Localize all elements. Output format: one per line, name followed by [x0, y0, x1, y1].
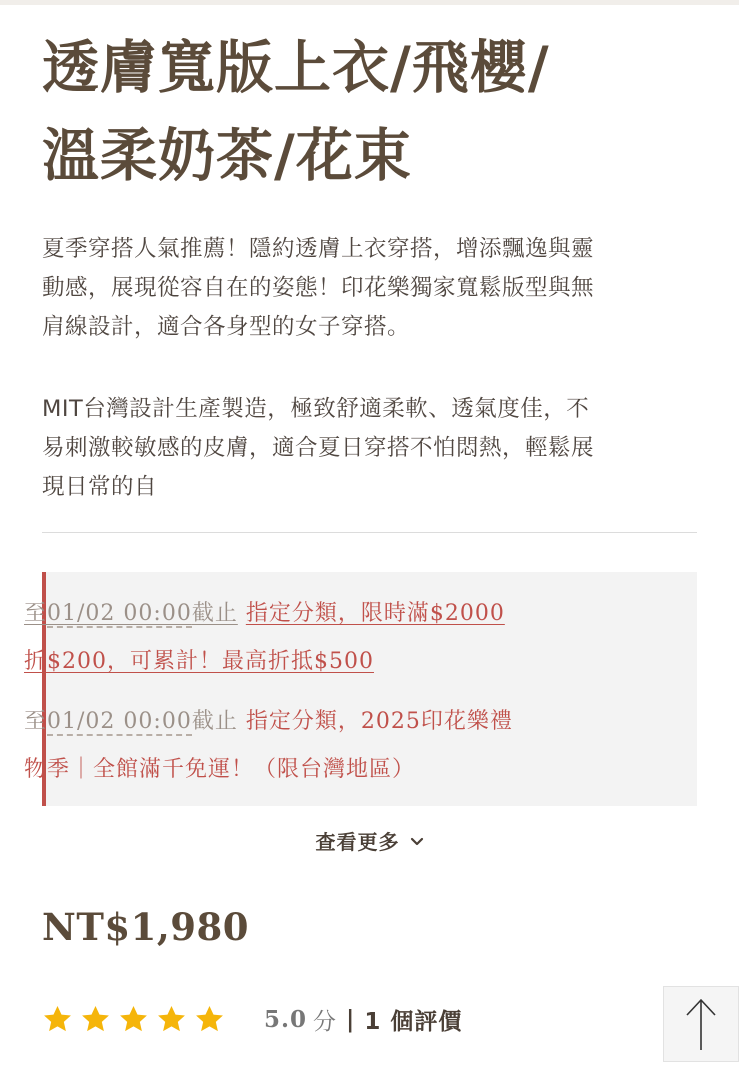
- promotion-title[interactable]: 指定分類，限時滿$2000 折$200，可累計！最高折抵$500: [24, 601, 505, 674]
- star-icon: [118, 1004, 149, 1035]
- star-icon: [42, 1004, 73, 1035]
- rating-unit: 分: [313, 1008, 337, 1035]
- promotion-deadline: 至01/02 00:00截止: [24, 709, 238, 734]
- rating-summary[interactable]: [42, 997, 462, 1041]
- review-count[interactable]: 1 個評價: [364, 1008, 463, 1035]
- divider: [42, 532, 697, 533]
- promotion-deadline: 至01/02 00:00截止: [24, 601, 238, 626]
- product-price: NT$1,980: [42, 905, 249, 949]
- see-more-button[interactable]: [0, 820, 739, 860]
- star-icon: [194, 1004, 225, 1035]
- promotion-date: 01/02 00:00: [47, 601, 192, 626]
- promotion-date: 01/02 00:00: [47, 709, 192, 734]
- see-more-label: 查看更多: [315, 829, 400, 854]
- description-line: 夏季穿搭人氣推薦！隱約透膚上衣穿搭，增添飄逸與靈: [42, 236, 595, 262]
- star-icon: [156, 1004, 187, 1035]
- product-title-line1: 透膚寬版上衣/飛櫻/: [42, 35, 550, 101]
- description-line: 肩線設計，適合各身型的女子穿搭。: [42, 314, 411, 340]
- star-rating: [42, 1004, 232, 1035]
- promotion-item-1[interactable]: [24, 590, 634, 686]
- product-title: [42, 24, 702, 200]
- arrow-up-icon: [684, 996, 718, 1052]
- top-strip: [0, 0, 739, 5]
- description-line: 易刺激較敏感的皮膚，適合夏日穿搭不怕悶熱，輕鬆展: [42, 435, 595, 461]
- star-icon: [80, 1004, 111, 1035]
- promotion-title[interactable]: 指定分類，2025印花樂禮 物季｜全館滿千免運！（限台灣地區）: [24, 709, 513, 782]
- chevron-down-icon: [410, 828, 424, 852]
- description-line: 現日常的自: [42, 474, 158, 500]
- back-to-top-button[interactable]: [663, 986, 739, 1062]
- rating-separator: |: [346, 1005, 355, 1033]
- description-line: 動感，展現從容自在的姿態！印花樂獨家寬鬆版型與無: [42, 275, 595, 301]
- product-description-paragraph-1: [42, 230, 702, 347]
- product-title-line2: 溫柔奶茶/花束: [42, 123, 412, 189]
- product-description-paragraph-2: [42, 390, 702, 507]
- rating-score: 5.0: [264, 1005, 308, 1033]
- description-line: MIT台灣設計生產製造，極致舒適柔軟、透氣度佳，不: [42, 396, 590, 422]
- promotion-item-2[interactable]: [24, 698, 634, 794]
